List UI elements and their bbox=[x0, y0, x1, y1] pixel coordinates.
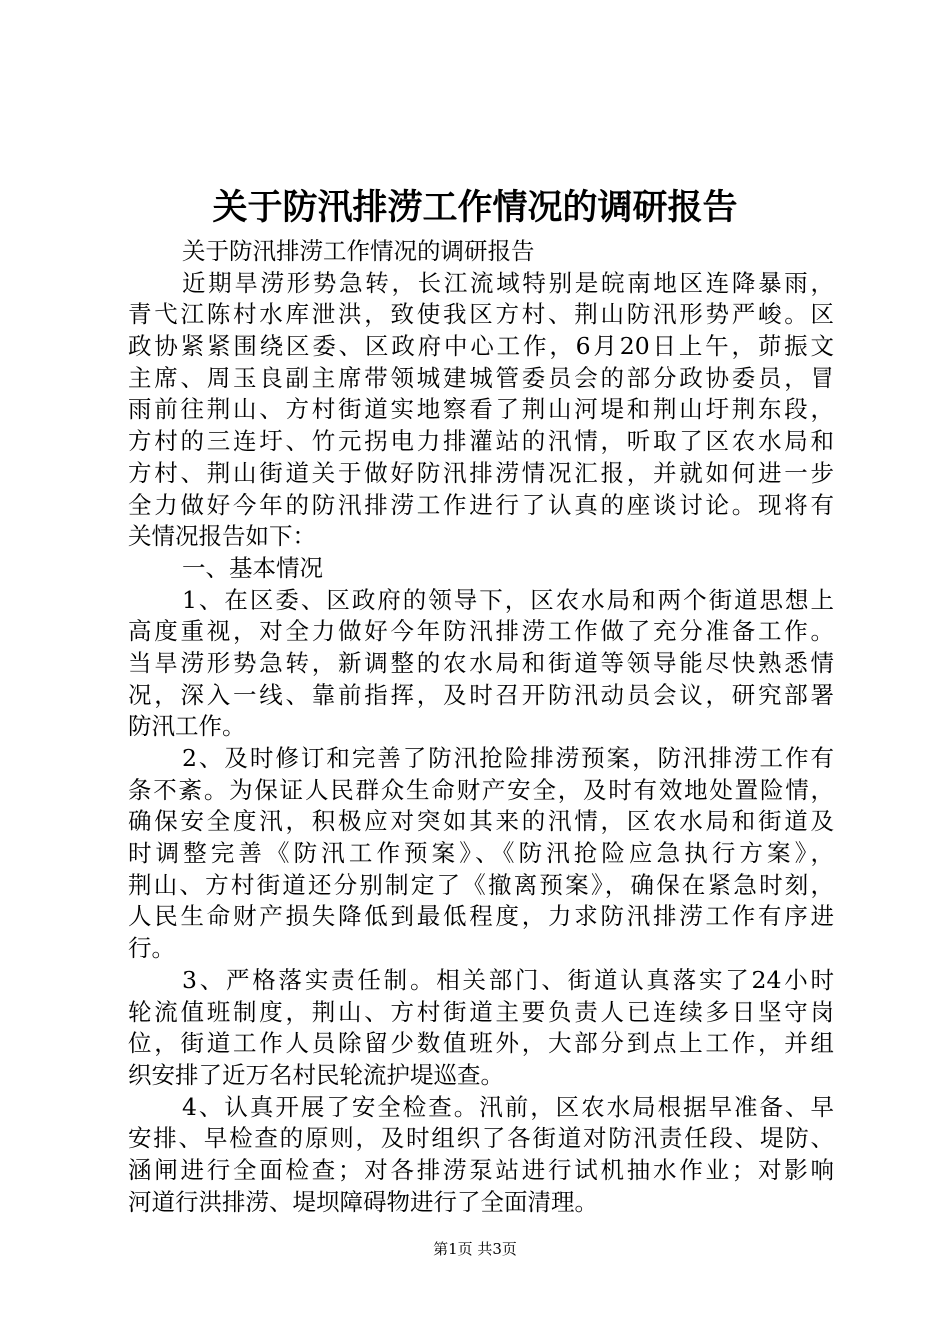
text-line: 轮流值班制度，荆山、方村街道主要负责人已连续多日坚守岗 bbox=[128, 997, 834, 1026]
text-line: 位，街道工作人员除留少数值班外，大部分到点上工作，并组 bbox=[128, 1029, 834, 1058]
text-line: 涵闸进行全面检查；对各排涝泵站进行试机抽水作业；对影响 bbox=[128, 1155, 834, 1184]
text-line: 政协紧紧围绕区委、区政府中心工作，6月20日上午，茆振文 bbox=[128, 332, 834, 361]
text-line: 河道行洪排涝、堤坝障碍物进行了全面清理。 bbox=[128, 1187, 598, 1216]
text-line: 荆山、方村街道还分别制定了《撤离预案》，确保在紧急时刻， bbox=[128, 870, 834, 899]
page-footer: 第1页 共3页 bbox=[433, 1240, 517, 1258]
text-line: 方村的三连圩、竹元拐电力排灌站的汛情，听取了区农水局和 bbox=[128, 427, 834, 456]
text-line: 一、基本情况 bbox=[182, 553, 323, 582]
text-line: 况，深入一线、靠前指挥，及时召开防汛动员会议，研究部署 bbox=[128, 680, 834, 709]
text-line: 4、认真开展了安全检查。汛前，区农水局根据早准备、早 bbox=[182, 1092, 834, 1121]
text-line: 高度重视，对全力做好今年防汛排涝工作做了充分准备工作。 bbox=[128, 617, 834, 646]
text-line: 织安排了近万名村民轮流护堤巡查。 bbox=[128, 1060, 504, 1089]
text-line: 2、及时修订和完善了防汛抢险排涝预案，防汛排涝工作有 bbox=[182, 744, 834, 772]
text-line: 3、严格落实责任制。相关部门、街道认真落实了24小时 bbox=[182, 965, 834, 994]
text-line: 青弋江陈村水库泄洪，致使我区方村、荆山防汛形势严峻。区 bbox=[128, 300, 834, 329]
text-line: 关情况报告如下： bbox=[128, 522, 316, 551]
text-line: 安排、早检查的原则，及时组织了各街道对防汛责任段、堤防、 bbox=[128, 1124, 834, 1153]
text-line: 近期旱涝形势急转，长江流域特别是皖南地区连降暴雨， bbox=[182, 268, 834, 297]
text-line: 确保安全度汛，积极应对突如其来的汛情，区农水局和街道及 bbox=[128, 807, 834, 836]
text-line: 关于防汛排涝工作情况的调研报告 bbox=[182, 237, 535, 265]
text-line: 当旱涝形势急转，新调整的农水局和街道等领导能尽快熟悉情 bbox=[128, 648, 834, 677]
text-line: 条不紊。为保证人民群众生命财产安全，及时有效地处置险情， bbox=[128, 775, 834, 804]
text-line: 主席、周玉良副主席带领城建城管委员会的部分政协委员，冒 bbox=[128, 363, 834, 392]
document-title: 关于防汛排涝工作情况的调研报告 bbox=[212, 187, 738, 228]
text-line: 行。 bbox=[128, 934, 175, 963]
text-line: 1、在区委、区政府的领导下，区农水局和两个街道思想上 bbox=[182, 585, 834, 614]
text-line: 全力做好今年的防汛排涝工作进行了认真的座谈讨论。现将有 bbox=[128, 490, 834, 519]
document-body bbox=[128, 236, 834, 1218]
text-line: 时调整完善《防汛工作预案》、《防汛抢险应急执行方案》， bbox=[128, 839, 834, 868]
text-line: 人民生命财产损失降低到最低程度，力求防汛排涝工作有序进 bbox=[128, 902, 834, 931]
text-line: 方村、荆山街道关于做好防汛排涝情况汇报，并就如何进一步 bbox=[128, 458, 834, 487]
text-line: 雨前往荆山、方村街道实地察看了荆山河堤和荆山圩荆东段， bbox=[128, 395, 834, 424]
text-line: 防汛工作。 bbox=[128, 712, 246, 741]
